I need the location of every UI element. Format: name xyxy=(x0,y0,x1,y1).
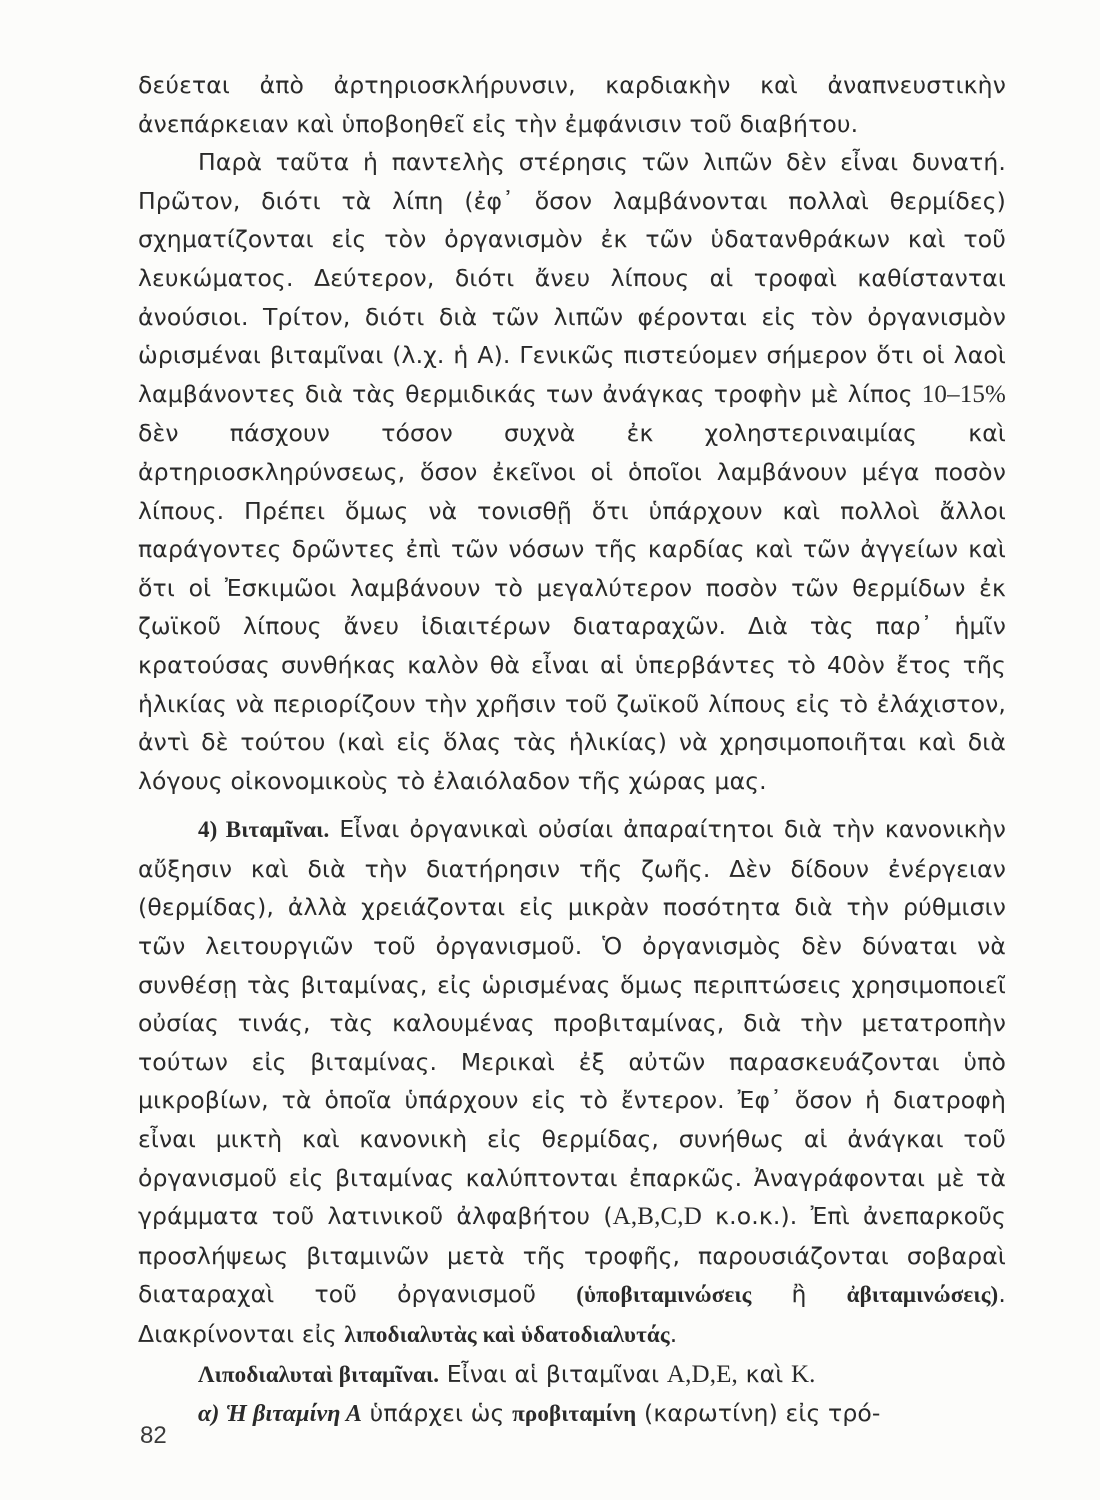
text-run: ὑπάρχει ὡς xyxy=(362,1399,513,1428)
text-run: . Διακρίνονται εἰς xyxy=(138,1280,1006,1348)
text-run: δὲν πάσχουν τόσον συχνὰ ἐκ χοληστεριναιμίας καὶ ἀρτηριοσκληρύνσεως, ὅσον ἐκεῖνοι οἱ ὁποῖοι λαμβάνουν μέγα ποσὸν λίπους. Πρέπει ὅμως νὰ τονισθῇ ὅτι ὑπάρχουν καὶ πολλοὶ ἄλλοι παράγοντες δρῶντες ἐπὶ τῶν νόσων τῆς καρδίας καὶ τῶν ἀγγείων καὶ ὅτι οἱ Ἐσκιμῶοι λαμβάνουν τὸ μεγαλύτερον ποσὸν τῶν θερμίδων ἐκ ζωϊκοῦ λίπους ἄνευ ἰδιαιτέρων διαταραχῶν. Διὰ τὰς παρ᾽ ἡμῖν κρατούσας συνθήκας καλὸν θὰ εἶναι αἱ ὑπερβάντες τὸ 40ὸν ἔτος τῆς ἡλικίας νὰ περιορίζουν τὴν χρῆσιν τοῦ ζωϊκοῦ λίπους εἰς τὸ ἐλάχιστον, ἀντὶ δὲ τούτου (καὶ εἰς ὅλας τὰς ἡλικίας) νὰ χρησιμοποιῆται καὶ διὰ λόγους οἰκονομικοὺς τὸ ἐλαιόλαδον τῆς χώρας μας. xyxy=(138,419,1006,795)
term-soluble-types: λιποδιαλυτὰς καὶ ὑδατοδιαλυτάς xyxy=(344,1322,670,1347)
page-number: 82 xyxy=(140,1422,167,1449)
text-run: . xyxy=(669,1320,678,1348)
term-avitaminoses: ἀβιταμινώσεις) xyxy=(846,1282,999,1308)
term-hypovitaminoses: (ὑποβιταμινώσεις xyxy=(576,1282,752,1308)
fat-percentage: 10–15% xyxy=(921,380,1006,408)
paragraph-fat-deprivation xyxy=(138,143,1006,800)
latin-letters: A,B,C,D xyxy=(612,1203,702,1231)
text-run: δεύεται ἀπὸ ἀρτηριοσκλήρυνσιν, καρδιακὴν καὶ ἀναπνευστικὴν ἀνεπάρκειαν καὶ ὑποβοηθεῖ εἰς τὴν ἐμφάνισιν τοῦ διαβήτου. xyxy=(138,71,1006,138)
text-run: Εἶναι αἱ βιταμῖναι xyxy=(439,1359,667,1388)
paragraph-vitamin-a xyxy=(138,1394,1006,1434)
paragraph-vitamins xyxy=(138,810,1006,1354)
text-run: (καρωτίνη) εἰς τρό- xyxy=(636,1399,881,1428)
text-run: καὶ xyxy=(737,1359,791,1388)
subheading-fat-soluble: Λιποδιαλυταὶ βιταμῖναι. xyxy=(198,1361,440,1387)
text-run: κ.ο.κ.). Ἐπὶ ἀνεπαρκοῦς προσλήψεως βιταμινῶν μετὰ τῆς τροφῆς, παρουσιάζονται σοβαραὶ διαταραχαὶ τοῦ ὀργανισμοῦ xyxy=(138,1202,1006,1309)
paragraph-fat-soluble xyxy=(138,1355,1006,1395)
vitamin-letters: A,D,E, xyxy=(666,1360,738,1388)
subheading-vitamin-a: α) Ἡ βιταμίνη Α xyxy=(198,1401,363,1428)
vitamin-k-letter: K. xyxy=(790,1360,816,1388)
text-run: Παρὰ ταῦτα ἡ παντελὴς στέρησις τῶν λιπῶν δὲν εἶναι δυνατή. Πρῶτον, διότι τὰ λίπη (ἐφ᾽ ὅσον λαμβάνονται πολλαὶ θερμίδες) σχηματίζονται εἰς τὸν ὀργανισμὸν ἐκ τῶν ὑδατανθράκων καὶ τοῦ λευκώματος. Δεύτερον, διότι ἄνευ λίπους αἱ τροφαὶ καθίστανται ἀνούσιοι. Τρίτον, διότι διὰ τῶν λιπῶν φέρονται εἰς τὸν ὀργανισμὸν ὡρισμέναι βιταμῖναι (λ.χ. ἡ Α). Γενικῶς πιστεύομεν σήμερον ὅτι οἱ λαοὶ λαμβάνοντες διὰ τὰς θερμιδικάς των ἀνάγκας τροφὴν μὲ λίπος xyxy=(138,148,1006,408)
section-heading-vitamins: 4) Βιταμῖναι. xyxy=(198,817,330,843)
text-run: ἢ xyxy=(751,1280,847,1309)
text-run: Εἶναι ὀργανικαὶ οὐσίαι ἀπαραίτητοι διὰ τὴν κανονικὴν αὔξησιν καὶ διὰ τὴν διατήρησιν τῆς ζωῆς. Δὲν δίδουν ἐνέργειαν (θερμίδας), ἀλλὰ χρειάζονται εἰς μικρὰν ποσότητα διὰ τὴν ρύθμισιν τῶν λειτουργιῶν τοῦ ὀργανισμοῦ. Ὁ ὀργανισμὸς δὲν δύναται νὰ συνθέσῃ τὰς βιταμίνας, εἰς ὡρισμένας ὅμως περιπτώσεις χρησιμοποιεῖ οὐσίας τινάς, τὰς καλουμένας προβιταμίνας, διὰ τὴν μετατροπὴν τούτων εἰς βιταμίνας. Μερικαὶ ἐξ αὐτῶν παρασκευάζονται ὑπὸ μικροβίων, τὰ ὁποῖα ὑπάρχουν εἰς τὸ ἔντερον. Ἐφ᾽ ὅσον ἡ διατροφὴ εἶναι μικτὴ καὶ κανονικὴ εἰς θερμίδας, συνήθως αἱ ἀνάγκαι τοῦ ὀργανισμοῦ εἰς βιταμίνας καλύπτονται ἐπαρκῶς. Ἀναγράφονται μὲ τὰ γράμματα τοῦ λατινικοῦ ἀλφαβήτου ( xyxy=(138,815,1007,1231)
body-text xyxy=(138,66,1006,1434)
paragraph-continuation xyxy=(138,66,1006,143)
term-provitamin: προβιταμίνη xyxy=(512,1401,637,1427)
